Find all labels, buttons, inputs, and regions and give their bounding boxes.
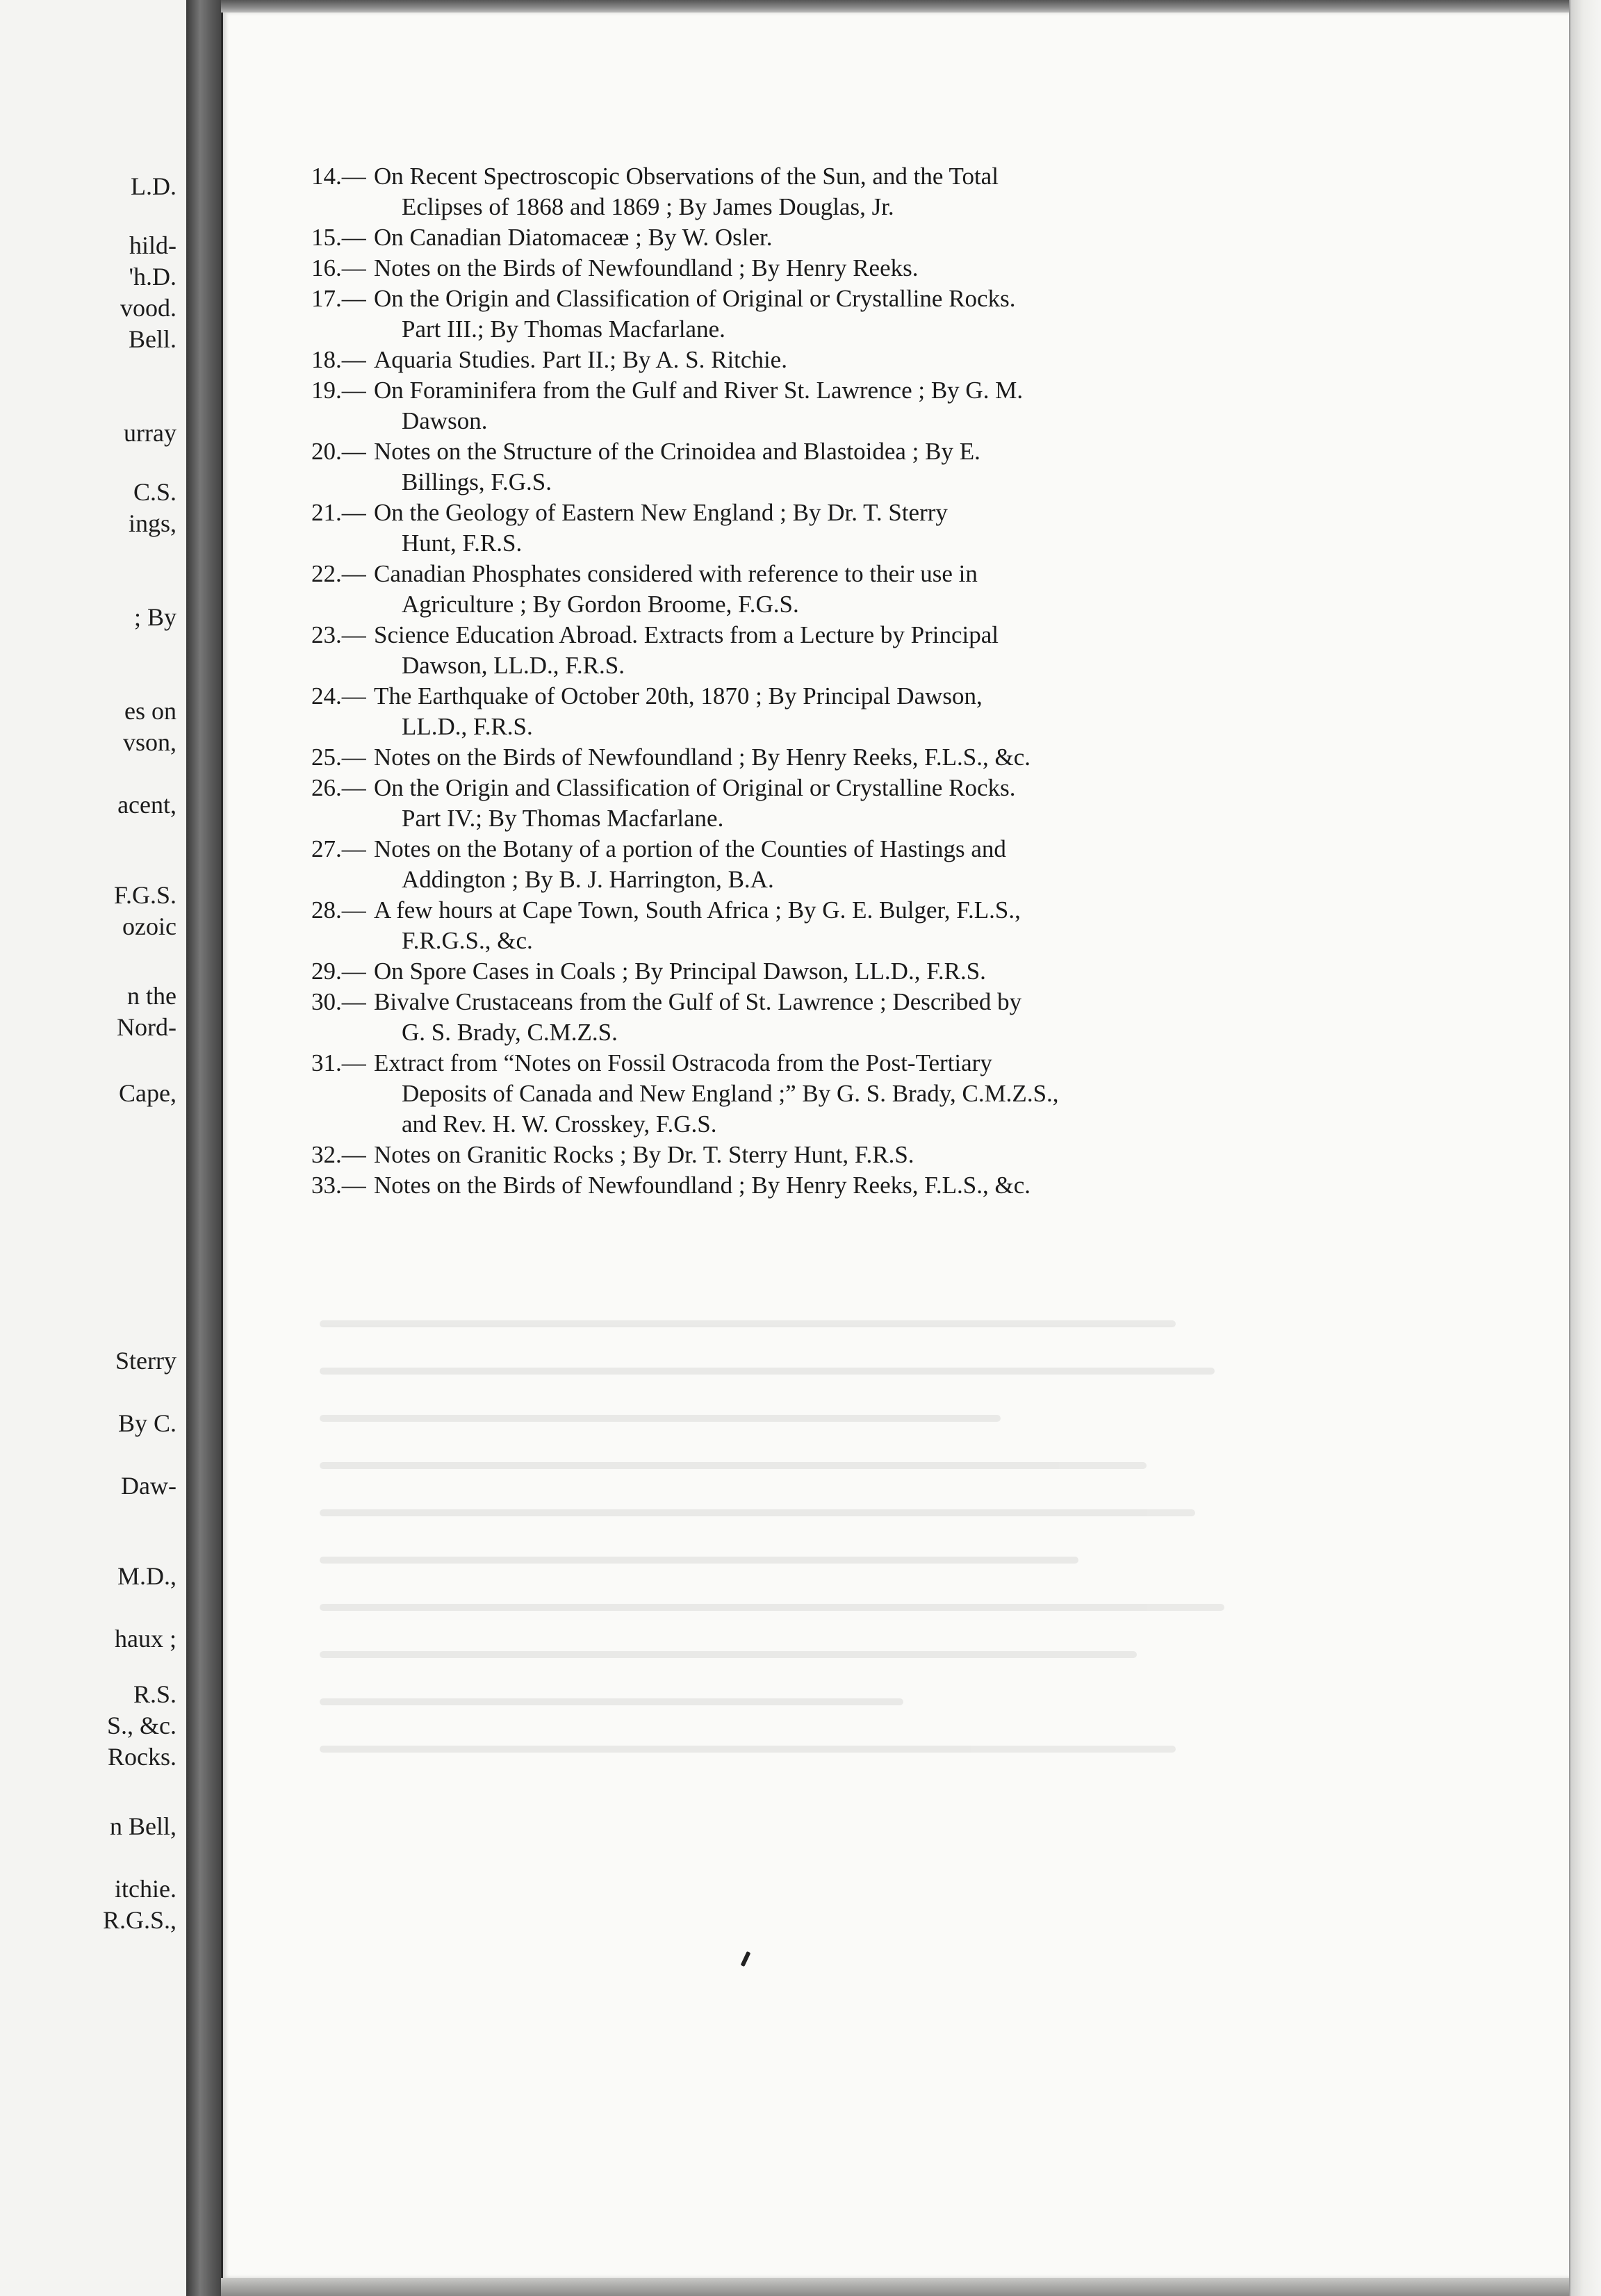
entry-line: Notes on the Botany of a portion of the Counties of Hastings and [374,835,1006,862]
left-page-fragment: vood. [120,294,176,322]
entry-text [374,161,1298,222]
list-item [311,956,1298,987]
page-right-edge [1569,0,1601,2296]
entry-line: Dawson. [402,407,488,434]
list-item [311,895,1298,956]
left-page-fragment: urray [124,419,176,447]
publication-list [311,161,1298,1201]
entry-number: 29.— [311,958,366,985]
entry-text [374,1170,1298,1201]
left-page-fragment: vson, [122,728,176,756]
entry-text [374,956,1298,987]
entry-number: 14.— [311,163,366,190]
list-item [311,1140,1298,1170]
list-item [311,742,1298,773]
entry-number: 15.— [311,224,366,251]
left-page-fragment: acent, [117,791,176,819]
left-page-fragment: Daw- [121,1472,176,1500]
entry-line: Deposits of Canada and New England ;” By G. S. Brady, C.M.Z.S., [402,1080,1059,1107]
entry-number: 27.— [311,835,366,862]
entry-text [374,1140,1298,1170]
list-item [311,620,1298,681]
left-page-fragment: Nord- [117,1013,176,1041]
page-top-edge [221,0,1601,13]
entry-line: Extract from “Notes on Fossil Ostracoda from the Post-Tertiary [374,1049,992,1076]
entry-line: Notes on the Birds of Newfoundland ; By Henry Reeks. [374,254,919,281]
entry-number: 26.— [311,774,366,801]
left-page-fragment: Rocks. [108,1743,176,1771]
entry-text [374,345,1298,375]
left-page-fragment: R.G.S., [102,1906,176,1934]
list-item [311,1170,1298,1201]
entry-line: F.R.G.S., &c. [402,927,533,954]
entry-text [374,681,1298,742]
entry-line: Notes on the Birds of Newfoundland ; By Henry Reeks, F.L.S., &c. [374,1172,1031,1199]
left-page-fragment: R.S. [133,1680,176,1708]
entry-number: 19.— [311,377,366,404]
left-page-fragment: hild- [129,231,176,259]
entry-text [374,222,1298,253]
left-page-fragment: Sterry [115,1347,176,1375]
entry-number: 16.— [311,254,366,281]
entry-text [374,987,1298,1048]
left-page-fragment: Bell. [129,325,176,353]
entry-line: Hunt, F.R.S. [402,530,523,557]
entry-line: On the Geology of Eastern New England ; By Dr. T. Sterry [374,499,948,526]
left-page-fragment: M.D., [117,1562,176,1590]
list-item [311,1048,1298,1140]
list-item [311,284,1298,345]
entry-number: 20.— [311,438,366,465]
entry-line: On Canadian Diatomaceæ ; By W. Osler. [374,224,773,251]
list-item [311,161,1298,222]
entry-line: Part III.; By Thomas Macfarlane. [402,315,725,343]
entry-line: A few hours at Cape Town, South Africa ; By G. E. Bulger, F.L.S., [374,896,1021,924]
entry-number: 33.— [311,1172,366,1199]
left-page-fragment: haux ; [115,1625,176,1653]
entry-text [374,559,1298,620]
entry-line: Canadian Phosphates considered with reference to their use in [374,560,978,587]
left-facing-page [0,0,186,2296]
entry-number: 18.— [311,346,366,373]
entry-number: 25.— [311,744,366,771]
entry-text [374,436,1298,498]
entry-line: Notes on the Structure of the Crinoidea and Blastoidea ; By E. [374,438,980,465]
left-page-fragment: ozoic [122,912,176,940]
left-page-fragment: S., &c. [106,1712,176,1739]
list-item [311,987,1298,1048]
left-page-fragment: ; By [133,603,176,631]
entry-number: 24.— [311,682,366,710]
page-bottom-edge [221,2278,1569,2296]
left-page-fragment: C.S. [133,478,176,506]
left-page-fragment: Cape, [119,1079,176,1107]
list-item [311,681,1298,742]
entry-text [374,620,1298,681]
entry-text [374,742,1298,773]
entry-number: 28.— [311,896,366,924]
entry-line: Notes on Granitic Rocks ; By Dr. T. Sterry Hunt, F.R.S. [374,1141,914,1168]
entry-text [374,1048,1298,1140]
book-gutter [186,0,221,2296]
entry-line: Aquaria Studies. Part II.; By A. S. Ritchie. [374,346,787,373]
list-item [311,773,1298,834]
entry-line: On the Origin and Classification of Original or Crystalline Rocks. [374,774,1016,801]
entry-line: Billings, F.G.S. [402,468,552,495]
entry-line: On the Origin and Classification of Original or Crystalline Rocks. [374,285,1016,312]
entry-text [374,895,1298,956]
left-page-fragment: F.G.S. [113,881,176,909]
entry-line: Addington ; By B. J. Harrington, B.A. [402,866,774,893]
left-page-fragment: 'h.D. [129,263,176,290]
list-item [311,253,1298,284]
entry-text [374,253,1298,284]
left-page-fragment: n the [127,982,176,1010]
entry-line: On Recent Spectroscopic Observations of the Sun, and the Total [374,163,999,190]
entry-line: and Rev. H. W. Crosskey, F.G.S. [402,1110,717,1138]
entry-number: 31.— [311,1049,366,1076]
entry-line: LL.D., F.R.S. [402,713,533,740]
entry-line: Agriculture ; By Gordon Broome, F.G.S. [402,591,799,618]
list-item [311,834,1298,895]
left-page-fragment: n Bell, [110,1812,176,1840]
entry-text [374,498,1298,559]
list-item [311,436,1298,498]
left-page-fragment: ings, [128,509,176,537]
entry-number: 30.— [311,988,366,1015]
entry-line: Eclipses of 1868 and 1869 ; By James Douglas, Jr. [402,193,894,220]
list-item [311,375,1298,436]
entry-text [374,773,1298,834]
entry-number: 21.— [311,499,366,526]
list-item [311,559,1298,620]
entry-number: 22.— [311,560,366,587]
entry-number: 32.— [311,1141,366,1168]
list-item [311,222,1298,253]
entry-line: G. S. Brady, C.M.Z.S. [402,1019,618,1046]
list-item [311,345,1298,375]
entry-text [374,834,1298,895]
entry-line: On Foraminifera from the Gulf and River St. Lawrence ; By G. M. [374,377,1024,404]
left-page-fragment: L.D. [131,172,176,200]
list-item [311,498,1298,559]
entry-line: Dawson, LL.D., F.R.S. [402,652,625,679]
entry-line: On Spore Cases in Coals ; By Principal Dawson, LL.D., F.R.S. [374,958,986,985]
left-page-fragment: By C. [117,1409,176,1437]
left-page-fragment: es on [124,697,176,725]
entry-number: 17.— [311,285,366,312]
left-page-fragment: itchie. [115,1875,176,1903]
entry-number: 23.— [311,621,366,648]
entry-text [374,375,1298,436]
entry-line: Science Education Abroad. Extracts from a Lecture by Principal [374,621,999,648]
entry-text [374,284,1298,345]
entry-line: Part IV.; By Thomas Macfarlane. [402,805,724,832]
entry-line: The Earthquake of October 20th, 1870 ; By Principal Dawson, [374,682,983,710]
entry-line: Bivalve Crustaceans from the Gulf of St. Lawrence ; Described by [374,988,1022,1015]
entry-line: Notes on the Birds of Newfoundland ; By Henry Reeks, F.L.S., &c. [374,744,1031,771]
